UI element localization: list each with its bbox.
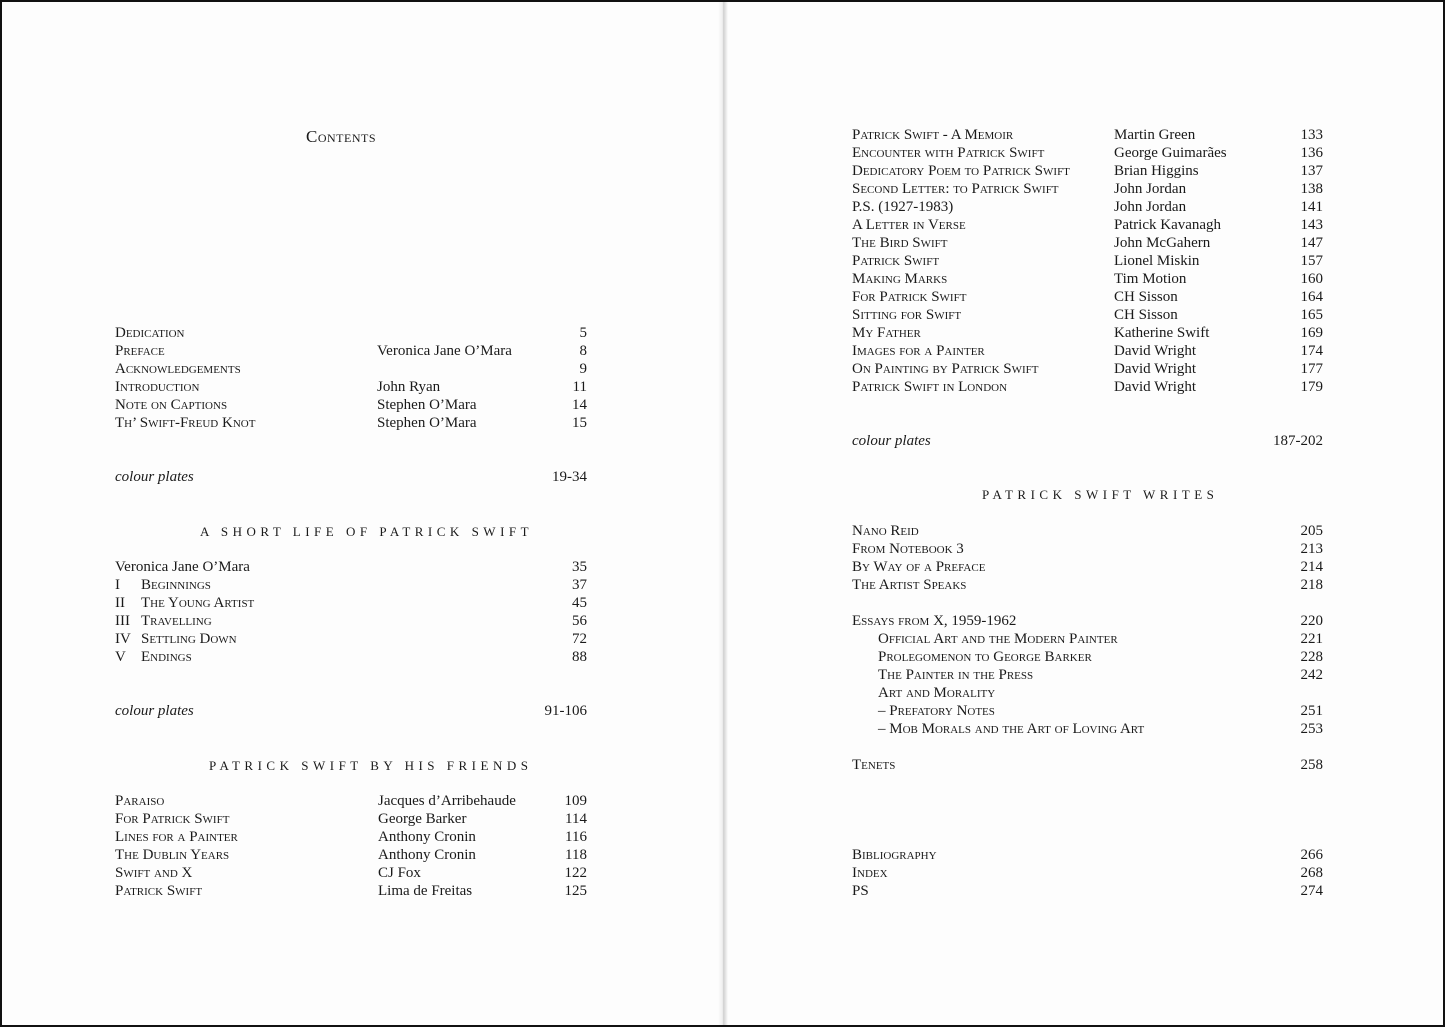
toc-title: Lines for a Painter [115, 829, 238, 845]
toc-author: Martin Green [1114, 127, 1196, 143]
toc-subentry [878, 648, 1323, 666]
toc-entry [852, 288, 1323, 306]
toc-subentry [878, 720, 1323, 738]
toc-author: Lionel Miskin [1114, 253, 1200, 269]
toc-entry-index [852, 864, 1323, 882]
toc-title: Preface [115, 343, 165, 359]
toc-page: 116 [565, 829, 587, 845]
toc-page: 213 [1300, 541, 1323, 557]
toc-entry [852, 558, 1323, 576]
chapter-number: V [115, 649, 126, 665]
toc-author: Veronica Jane O’Mara [377, 343, 512, 359]
contents-title: Contents [306, 127, 377, 146]
toc-page: 91-106 [544, 703, 587, 719]
toc-author: Anthony Cronin [378, 829, 476, 845]
toc-page: 37 [572, 577, 587, 593]
toc-title: Official Art and the Modern Painter [878, 631, 1118, 647]
toc-page: 214 [1300, 559, 1323, 575]
toc-title: Tenets [852, 757, 896, 773]
toc-author: Anthony Cronin [378, 847, 476, 863]
toc-entry-colour-plates [115, 702, 587, 720]
toc-entry [852, 306, 1323, 324]
toc-entry-introduction [115, 378, 587, 396]
toc-title: Second Letter: to Patrick Swift [852, 181, 1059, 197]
toc-page: 258 [1300, 757, 1323, 773]
toc-title: Introduction [115, 379, 200, 395]
toc-title: For Patrick Swift [852, 289, 967, 305]
toc-title: Essays from X, 1959-1962 [852, 613, 1017, 629]
toc-page: 253 [1300, 721, 1323, 737]
section-heading-friends: PATRICK SWIFT BY HIS FRIENDS [209, 758, 533, 773]
toc-author: George Barker [378, 811, 467, 827]
toc-title: Encounter with Patrick Swift [852, 145, 1045, 161]
toc-page: 137 [1300, 163, 1323, 179]
toc-entry [115, 846, 587, 864]
toc-author: Lima de Freitas [378, 883, 473, 899]
toc-entry-tenets [852, 756, 1323, 774]
section-heading-short-life: A SHORT LIFE OF PATRICK SWIFT [200, 524, 534, 539]
toc-entry [852, 522, 1323, 540]
toc-author: CJ Fox [378, 865, 421, 881]
toc-entry-colour-plates [852, 432, 1323, 450]
toc-title: Beginnings [141, 577, 211, 593]
toc-title: Index [852, 865, 888, 881]
toc-title: From Notebook 3 [852, 541, 964, 557]
toc-page: 266 [1300, 847, 1323, 863]
toc-title: colour plates [115, 703, 194, 719]
toc-title: Making Marks [852, 271, 948, 287]
chapter-number: IV [115, 631, 131, 647]
toc-title: The Bird Swift [852, 235, 948, 251]
toc-chapter [115, 594, 587, 612]
toc-title: Art and Morality [878, 685, 996, 701]
chapter-number: II [115, 595, 125, 611]
toc-page: 56 [572, 613, 587, 629]
toc-title: Patrick Swift [115, 883, 203, 899]
toc-page: 177 [1300, 361, 1323, 377]
toc-author: Brian Higgins [1114, 163, 1199, 179]
toc-entry [852, 540, 1323, 558]
toc-entry [115, 864, 587, 882]
toc-page: 72 [572, 631, 587, 647]
toc-entry [115, 828, 587, 846]
toc-page: 141 [1300, 199, 1323, 215]
toc-title: Patrick Swift - A Memoir [852, 127, 1014, 143]
toc-entry [852, 144, 1323, 162]
toc-author: David Wright [1114, 361, 1197, 377]
toc-author: Patrick Kavanagh [1114, 217, 1222, 233]
toc-page: 8 [579, 343, 587, 359]
toc-author: Katherine Swift [1114, 325, 1210, 341]
toc-page: 5 [579, 325, 587, 341]
toc-page: 164 [1300, 289, 1323, 305]
toc-author: John Jordan [1114, 181, 1187, 197]
toc-page: 19-34 [552, 469, 587, 485]
toc-entry [852, 198, 1323, 216]
toc-page: 14 [572, 397, 587, 413]
toc-author: CH Sisson [1114, 307, 1178, 323]
toc-page: 218 [1300, 577, 1323, 593]
toc-entry [852, 324, 1323, 342]
toc-page: 118 [565, 847, 587, 863]
toc-title: Dedication [115, 325, 185, 341]
toc-entry [852, 576, 1323, 594]
toc-page: 228 [1300, 649, 1323, 665]
toc-title: Nano Reid [852, 523, 919, 539]
toc-title: Travelling [141, 613, 212, 629]
toc-entry [852, 216, 1323, 234]
chapter-number: III [115, 613, 130, 629]
toc-entry [852, 360, 1323, 378]
toc-entry-preface [115, 342, 587, 360]
toc-page: 157 [1300, 253, 1323, 269]
toc-title: Settling Down [141, 631, 237, 647]
toc-author: Jacques d’Arribehaude [378, 793, 516, 809]
toc-page: 220 [1300, 613, 1323, 629]
toc-chapter [115, 576, 587, 594]
toc-title: PS [852, 883, 869, 899]
toc-author: Stephen O’Mara [377, 397, 477, 413]
toc-entry-bibliography [852, 846, 1323, 864]
toc-author: CH Sisson [1114, 289, 1178, 305]
toc-page: 9 [579, 361, 587, 377]
toc-page: 11 [572, 379, 587, 395]
toc-title: Th’ Swift-Freud Knot [115, 415, 256, 431]
toc-title: The Young Artist [141, 595, 255, 611]
toc-title: – Prefatory Notes [878, 703, 995, 719]
toc-title: Patrick Swift [852, 253, 940, 269]
toc-page: 109 [564, 793, 587, 809]
toc-page: 169 [1300, 325, 1323, 341]
toc-page: 122 [564, 865, 587, 881]
toc-entry [852, 126, 1323, 144]
toc-page: 251 [1300, 703, 1323, 719]
toc-title: A Letter in Verse [852, 217, 966, 233]
toc-page: 268 [1300, 865, 1323, 881]
toc-subentry [878, 666, 1323, 684]
toc-title: My Father [852, 325, 921, 341]
toc-page: 179 [1300, 379, 1323, 395]
toc-entry-note-on-captions [115, 396, 587, 414]
toc-page: 125 [564, 883, 587, 899]
toc-chapter [115, 630, 587, 648]
toc-entry [852, 342, 1323, 360]
toc-page: 274 [1300, 883, 1323, 899]
toc-title: Endings [141, 649, 192, 665]
toc-author: John Jordan [1114, 199, 1187, 215]
toc-page: 35 [572, 559, 587, 575]
toc-entry [852, 270, 1323, 288]
toc-entry-swift-freud-knot [115, 414, 587, 432]
toc-author: Tim Motion [1114, 271, 1187, 287]
toc-title: Veronica Jane O’Mara [115, 559, 250, 575]
toc-author: George Guimarães [1114, 145, 1227, 161]
toc-entry-short-life-author [115, 558, 587, 576]
toc-title: Swift and X [115, 865, 193, 881]
toc-page: 15 [572, 415, 587, 431]
toc-title: By Way of a Preface [852, 559, 986, 575]
toc-title: Bibliography [852, 847, 937, 863]
toc-entry [115, 792, 587, 810]
toc-title: colour plates [115, 469, 194, 485]
toc-entry [115, 882, 587, 900]
toc-chapter [115, 648, 587, 666]
toc-page: 165 [1300, 307, 1323, 323]
toc-entry [852, 378, 1323, 396]
toc-subentry [878, 684, 1323, 702]
toc-entry-dedication [115, 324, 587, 342]
toc-title: The Painter in the Press [878, 667, 1034, 683]
toc-page: 187-202 [1273, 433, 1323, 449]
toc-page: 133 [1300, 127, 1323, 143]
page-gutter [718, 2, 728, 1025]
toc-page: 88 [572, 649, 587, 665]
toc-author: John McGahern [1114, 235, 1211, 251]
toc-title: colour plates [852, 433, 931, 449]
toc-page: 221 [1300, 631, 1323, 647]
toc-title: – Mob Morals and the Art of Loving Art [878, 721, 1145, 737]
toc-title: Dedicatory Poem to Patrick Swift [852, 163, 1070, 179]
toc-title: The Artist Speaks [852, 577, 967, 593]
toc-entry-acknowledgements [115, 360, 587, 378]
toc-title: P.S. (1927-1983) [852, 199, 954, 215]
toc-entry [852, 252, 1323, 270]
chapter-number: I [115, 577, 120, 593]
toc-title: Images for a Painter [852, 343, 985, 359]
toc-page: 160 [1300, 271, 1323, 287]
toc-title: Prolegomenon to George Barker [878, 649, 1092, 665]
toc-page: 242 [1300, 667, 1323, 683]
toc-entry [852, 162, 1323, 180]
toc-subentry [878, 630, 1323, 648]
toc-subentry [878, 702, 1323, 720]
toc-entry-essays [852, 612, 1323, 630]
toc-page: 136 [1300, 145, 1323, 161]
toc-page: 143 [1300, 217, 1323, 233]
toc-page: 174 [1300, 343, 1323, 359]
toc-entry-colour-plates [115, 468, 587, 486]
toc-author: Stephen O’Mara [377, 415, 477, 431]
toc-title: Note on Captions [115, 397, 228, 413]
toc-title: The Dublin Years [115, 847, 230, 863]
toc-entry [852, 234, 1323, 252]
toc-page: 147 [1300, 235, 1323, 251]
toc-title: Sitting for Swift [852, 307, 962, 323]
toc-title: On Painting by Patrick Swift [852, 361, 1039, 377]
toc-entry [115, 810, 587, 828]
toc-page: 45 [572, 595, 587, 611]
section-heading-writes: PATRICK SWIFT WRITES [982, 487, 1219, 502]
toc-author: John Ryan [377, 379, 441, 395]
toc-title: For Patrick Swift [115, 811, 230, 827]
toc-page: 205 [1300, 523, 1323, 539]
toc-title: Paraiso [115, 793, 165, 809]
toc-title: Acknowledgements [115, 361, 241, 377]
toc-page: 114 [565, 811, 587, 827]
toc-author: David Wright [1114, 379, 1197, 395]
toc-page: 138 [1300, 181, 1323, 197]
toc-title: Patrick Swift in London [852, 379, 1008, 395]
toc-author: David Wright [1114, 343, 1197, 359]
toc-chapter [115, 612, 587, 630]
toc-entry [852, 180, 1323, 198]
toc-entry-ps [852, 882, 1323, 900]
